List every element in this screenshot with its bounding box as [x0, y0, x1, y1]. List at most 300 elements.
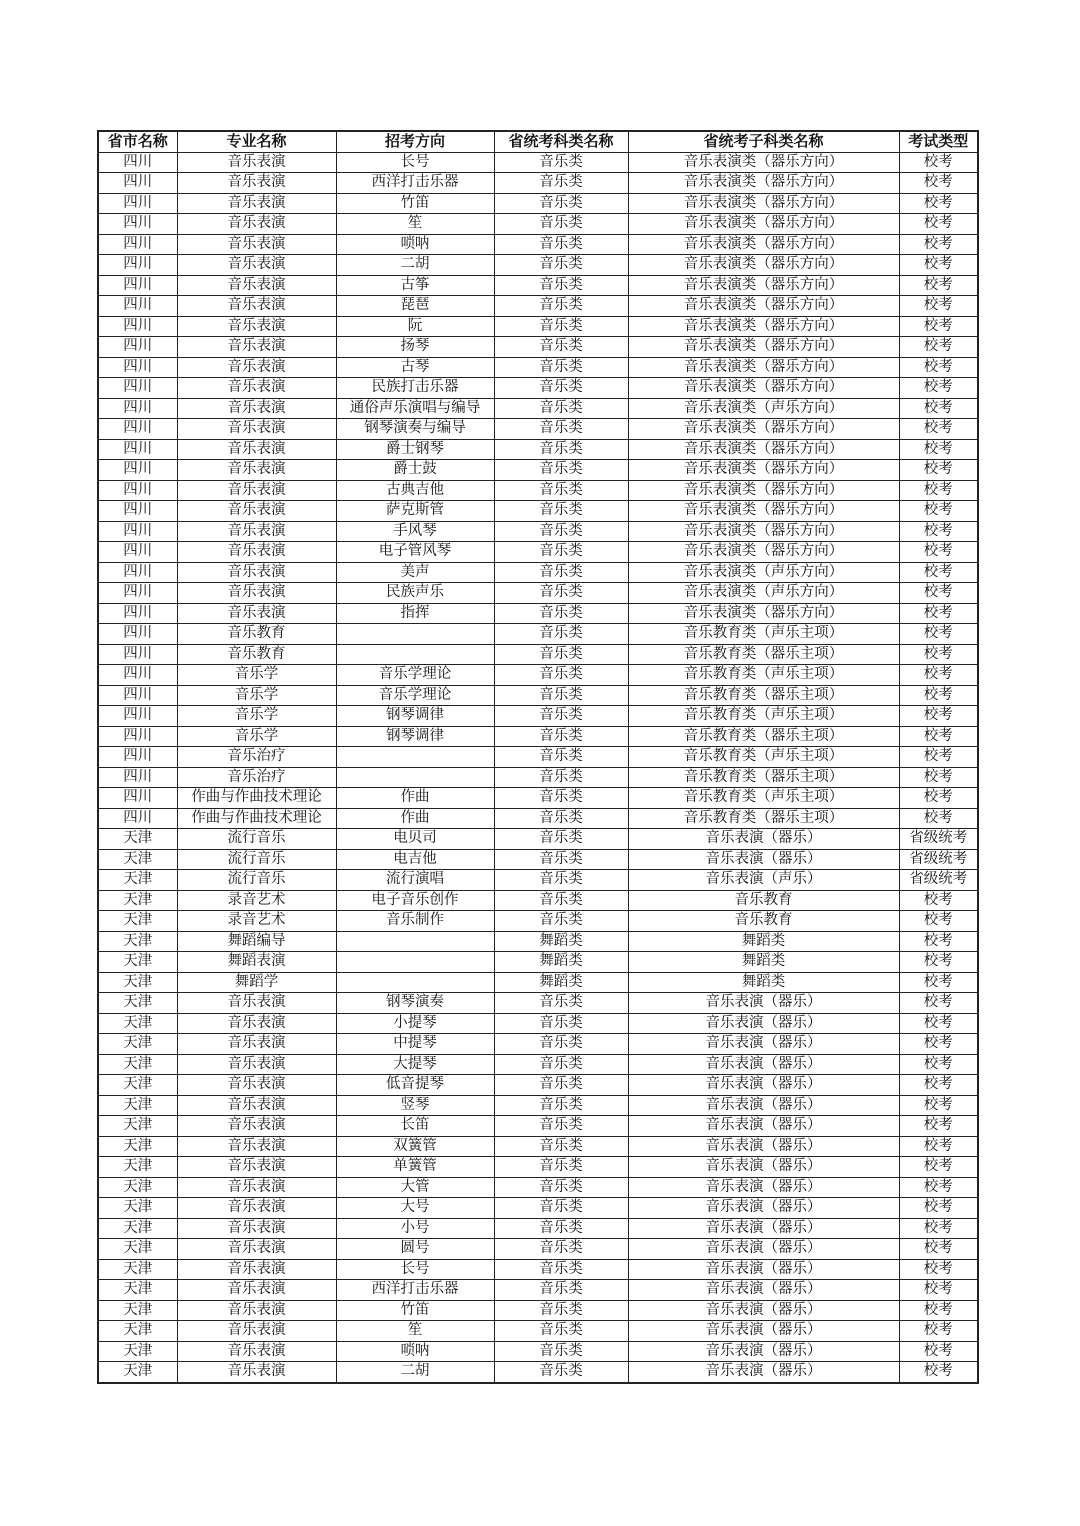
cell-province: 天津: [98, 1136, 177, 1157]
table-row: [98, 316, 978, 337]
cell-exam-category: 音乐类: [494, 173, 628, 194]
cell-province: 四川: [98, 726, 177, 747]
cell-province: 天津: [98, 1177, 177, 1198]
table-row: [98, 419, 978, 440]
cell-exam-subcategory: 音乐表演（器乐）: [628, 1341, 899, 1362]
cell-province: 天津: [98, 1034, 177, 1055]
cell-major: 音乐表演: [177, 1321, 336, 1342]
cell-major: 音乐表演: [177, 1198, 336, 1219]
cell-exam-subcategory: 音乐表演类（器乐方向）: [628, 234, 899, 255]
cell-exam-subcategory: 音乐教育: [628, 890, 899, 911]
cell-exam-category: 音乐类: [494, 1280, 628, 1301]
cell-exam-subcategory: 音乐表演（器乐）: [628, 1095, 899, 1116]
cell-exam-category: 音乐类: [494, 275, 628, 296]
table-row: [98, 542, 978, 563]
cell-major: 音乐表演: [177, 275, 336, 296]
cell-exam-category: 音乐类: [494, 1075, 628, 1096]
cell-exam-subcategory: 音乐表演（器乐）: [628, 1198, 899, 1219]
cell-exam-type: 校考: [899, 726, 978, 747]
cell-direction: 笙: [336, 1321, 494, 1342]
cell-province: 天津: [98, 1095, 177, 1116]
cell-exam-type: 校考: [899, 685, 978, 706]
cell-province: 天津: [98, 829, 177, 850]
table-row: [98, 521, 978, 542]
cell-direction: 电子音乐创作: [336, 890, 494, 911]
table-row: [98, 808, 978, 829]
cell-exam-type: 校考: [899, 316, 978, 337]
cell-exam-type: 校考: [899, 993, 978, 1014]
cell-major: 音乐表演: [177, 1075, 336, 1096]
cell-exam-subcategory: 音乐教育类（声乐主项）: [628, 665, 899, 686]
table-row: [98, 972, 978, 993]
cell-exam-subcategory: 音乐表演类（声乐方向）: [628, 398, 899, 419]
cell-exam-type: 校考: [899, 398, 978, 419]
cell-exam-subcategory: 音乐表演（器乐）: [628, 1116, 899, 1137]
cell-major: 音乐表演: [177, 439, 336, 460]
cell-exam-type: 校考: [899, 1075, 978, 1096]
cell-exam-category: 音乐类: [494, 398, 628, 419]
cell-direction: 小号: [336, 1218, 494, 1239]
cell-province: 天津: [98, 890, 177, 911]
table-row: [98, 1116, 978, 1137]
cell-exam-subcategory: 音乐表演（器乐）: [628, 1362, 899, 1383]
cell-exam-type: 校考: [899, 972, 978, 993]
cell-exam-category: 音乐类: [494, 993, 628, 1014]
cell-exam-category: 音乐类: [494, 1218, 628, 1239]
cell-direction: 笙: [336, 214, 494, 235]
table-row: [98, 603, 978, 624]
cell-exam-type: 校考: [899, 214, 978, 235]
cell-direction: [336, 644, 494, 665]
cell-exam-type: 校考: [899, 1177, 978, 1198]
cell-major: 舞蹈编导: [177, 931, 336, 952]
table-row: [98, 1075, 978, 1096]
cell-exam-category: 音乐类: [494, 562, 628, 583]
cell-major: 流行音乐: [177, 849, 336, 870]
cell-direction: 唢呐: [336, 1341, 494, 1362]
cell-province: 天津: [98, 1321, 177, 1342]
cell-exam-subcategory: 音乐教育类（器乐主项）: [628, 685, 899, 706]
cell-direction: 民族打击乐器: [336, 378, 494, 399]
cell-exam-subcategory: 音乐表演（器乐）: [628, 829, 899, 850]
cell-major: 音乐治疗: [177, 747, 336, 768]
cell-direction: 扬琴: [336, 337, 494, 358]
cell-province: 天津: [98, 1075, 177, 1096]
cell-exam-subcategory: 音乐表演（器乐）: [628, 1157, 899, 1178]
cell-exam-type: 校考: [899, 152, 978, 173]
cell-exam-subcategory: 音乐表演（器乐）: [628, 1300, 899, 1321]
cell-major: 流行音乐: [177, 870, 336, 891]
cell-major: 音乐表演: [177, 1177, 336, 1198]
cell-exam-type: 校考: [899, 173, 978, 194]
cell-major: 音乐教育: [177, 624, 336, 645]
cell-province: 四川: [98, 234, 177, 255]
cell-direction: 竖琴: [336, 1095, 494, 1116]
cell-direction: 指挥: [336, 603, 494, 624]
cell-exam-subcategory: 音乐表演（声乐）: [628, 870, 899, 891]
cell-exam-type: 校考: [899, 706, 978, 727]
cell-exam-category: 音乐类: [494, 234, 628, 255]
cell-exam-subcategory: 音乐表演类（器乐方向）: [628, 173, 899, 194]
cell-major: 音乐表演: [177, 562, 336, 583]
cell-exam-subcategory: 音乐表演类（器乐方向）: [628, 419, 899, 440]
cell-province: 四川: [98, 439, 177, 460]
cell-province: 四川: [98, 501, 177, 522]
cell-exam-category: 音乐类: [494, 1054, 628, 1075]
cell-exam-type: 校考: [899, 624, 978, 645]
cell-exam-subcategory: 音乐表演类（器乐方向）: [628, 316, 899, 337]
cell-exam-category: 音乐类: [494, 603, 628, 624]
cell-major: 音乐表演: [177, 1157, 336, 1178]
cell-exam-subcategory: 音乐表演类（器乐方向）: [628, 255, 899, 276]
cell-major: 音乐表演: [177, 1013, 336, 1034]
cell-province: 天津: [98, 1198, 177, 1219]
cell-major: 流行音乐: [177, 829, 336, 850]
table-row: [98, 275, 978, 296]
cell-direction: 长号: [336, 1259, 494, 1280]
cell-exam-subcategory: 音乐教育类（器乐主项）: [628, 808, 899, 829]
cell-major: 音乐表演: [177, 1034, 336, 1055]
cell-province: 四川: [98, 706, 177, 727]
cell-exam-type: 校考: [899, 1341, 978, 1362]
cell-exam-type: 校考: [899, 665, 978, 686]
cell-major: 音乐表演: [177, 501, 336, 522]
cell-direction: 双簧管: [336, 1136, 494, 1157]
cell-province: 天津: [98, 972, 177, 993]
cell-exam-category: 音乐类: [494, 1095, 628, 1116]
cell-exam-category: 音乐类: [494, 849, 628, 870]
cell-province: 四川: [98, 562, 177, 583]
cell-direction: [336, 931, 494, 952]
admissions-table: [97, 130, 979, 1384]
cell-exam-subcategory: 音乐教育类（声乐主项）: [628, 624, 899, 645]
cell-direction: 民族声乐: [336, 583, 494, 604]
cell-province: 四川: [98, 214, 177, 235]
cell-province: 四川: [98, 275, 177, 296]
cell-direction: 长笛: [336, 1116, 494, 1137]
cell-province: 四川: [98, 173, 177, 194]
cell-direction: 小提琴: [336, 1013, 494, 1034]
cell-province: 天津: [98, 1280, 177, 1301]
cell-exam-type: 校考: [899, 1259, 978, 1280]
cell-exam-type: 校考: [899, 788, 978, 809]
cell-direction: 钢琴调律: [336, 706, 494, 727]
cell-province: 天津: [98, 1218, 177, 1239]
cell-exam-subcategory: 音乐表演类（器乐方向）: [628, 152, 899, 173]
cell-major: 音乐表演: [177, 1136, 336, 1157]
cell-province: 四川: [98, 747, 177, 768]
table-row: [98, 1177, 978, 1198]
cell-exam-type: 校考: [899, 1136, 978, 1157]
cell-major: 音乐表演: [177, 603, 336, 624]
cell-exam-subcategory: 音乐表演（器乐）: [628, 1259, 899, 1280]
table-row: [98, 398, 978, 419]
cell-exam-type: 校考: [899, 1157, 978, 1178]
table-row: [98, 562, 978, 583]
cell-direction: 中提琴: [336, 1034, 494, 1055]
cell-exam-category: 音乐类: [494, 808, 628, 829]
cell-exam-type: 省级统考: [899, 870, 978, 891]
cell-province: 四川: [98, 419, 177, 440]
cell-exam-category: 音乐类: [494, 357, 628, 378]
cell-exam-subcategory: 音乐教育类（器乐主项）: [628, 767, 899, 788]
cell-exam-type: 校考: [899, 193, 978, 214]
cell-exam-category: 舞蹈类: [494, 952, 628, 973]
cell-province: 天津: [98, 952, 177, 973]
cell-exam-category: 音乐类: [494, 870, 628, 891]
cell-province: 天津: [98, 1259, 177, 1280]
cell-exam-type: 校考: [899, 952, 978, 973]
cell-major: 音乐表演: [177, 357, 336, 378]
cell-exam-type: 校考: [899, 296, 978, 317]
cell-major: 音乐表演: [177, 152, 336, 173]
table-row: [98, 706, 978, 727]
cell-major: 音乐学: [177, 685, 336, 706]
cell-exam-type: 校考: [899, 1054, 978, 1075]
table-row: [98, 870, 978, 891]
cell-exam-subcategory: 音乐表演类（器乐方向）: [628, 193, 899, 214]
cell-major: 音乐表演: [177, 1218, 336, 1239]
cell-exam-category: 舞蹈类: [494, 931, 628, 952]
table-row: [98, 193, 978, 214]
cell-exam-category: 音乐类: [494, 1198, 628, 1219]
table-row: [98, 1280, 978, 1301]
cell-exam-category: 音乐类: [494, 1239, 628, 1260]
cell-exam-category: 音乐类: [494, 911, 628, 932]
table-row: [98, 501, 978, 522]
cell-exam-subcategory: 音乐教育类（器乐主项）: [628, 644, 899, 665]
cell-province: 四川: [98, 316, 177, 337]
cell-exam-type: 校考: [899, 542, 978, 563]
cell-province: 四川: [98, 665, 177, 686]
table-row: [98, 1198, 978, 1219]
cell-exam-subcategory: 音乐表演（器乐）: [628, 1054, 899, 1075]
cell-major: 音乐表演: [177, 1095, 336, 1116]
cell-exam-category: 音乐类: [494, 685, 628, 706]
cell-province: 天津: [98, 911, 177, 932]
cell-major: 音乐表演: [177, 316, 336, 337]
cell-province: 天津: [98, 849, 177, 870]
cell-province: 天津: [98, 1054, 177, 1075]
table-row: [98, 480, 978, 501]
table-row: [98, 849, 978, 870]
table-row: [98, 1013, 978, 1034]
cell-major: 音乐表演: [177, 337, 336, 358]
cell-direction: 长号: [336, 152, 494, 173]
cell-exam-type: 校考: [899, 521, 978, 542]
cell-direction: 钢琴调律: [336, 726, 494, 747]
cell-exam-type: 校考: [899, 1198, 978, 1219]
cell-major: 音乐学: [177, 706, 336, 727]
table-row: [98, 1034, 978, 1055]
cell-exam-category: 音乐类: [494, 747, 628, 768]
cell-exam-type: 校考: [899, 890, 978, 911]
cell-exam-type: 校考: [899, 562, 978, 583]
cell-exam-type: 校考: [899, 460, 978, 481]
cell-exam-category: 音乐类: [494, 1362, 628, 1383]
cell-direction: [336, 972, 494, 993]
table-row: [98, 1095, 978, 1116]
header-major: 专业名称: [177, 131, 336, 152]
table-row: [98, 234, 978, 255]
cell-exam-subcategory: 音乐表演类（声乐方向）: [628, 583, 899, 604]
cell-direction: 萨克斯管: [336, 501, 494, 522]
table-row: [98, 767, 978, 788]
cell-exam-subcategory: 音乐表演类（器乐方向）: [628, 603, 899, 624]
cell-exam-category: 音乐类: [494, 890, 628, 911]
cell-exam-type: 校考: [899, 501, 978, 522]
cell-major: 音乐治疗: [177, 767, 336, 788]
table-row: [98, 911, 978, 932]
cell-exam-category: 音乐类: [494, 480, 628, 501]
cell-exam-subcategory: 音乐表演类（器乐方向）: [628, 439, 899, 460]
cell-province: 天津: [98, 931, 177, 952]
cell-direction: 琵琶: [336, 296, 494, 317]
cell-major: 音乐表演: [177, 255, 336, 276]
cell-province: 天津: [98, 1013, 177, 1034]
cell-exam-subcategory: 音乐表演类（器乐方向）: [628, 460, 899, 481]
cell-exam-category: 音乐类: [494, 1300, 628, 1321]
table-row: [98, 829, 978, 850]
cell-major: 音乐表演: [177, 398, 336, 419]
table-row: [98, 255, 978, 276]
cell-exam-subcategory: 音乐表演（器乐）: [628, 1218, 899, 1239]
cell-major: 舞蹈表演: [177, 952, 336, 973]
table-row: [98, 788, 978, 809]
cell-exam-category: 音乐类: [494, 378, 628, 399]
cell-exam-category: 音乐类: [494, 706, 628, 727]
cell-direction: 音乐学理论: [336, 685, 494, 706]
cell-province: 四川: [98, 152, 177, 173]
cell-direction: 作曲: [336, 788, 494, 809]
cell-major: 录音艺术: [177, 911, 336, 932]
table-header: [98, 131, 978, 152]
cell-province: 天津: [98, 1362, 177, 1383]
header-exam-type: 考试类型: [899, 131, 978, 152]
cell-direction: 电吉他: [336, 849, 494, 870]
cell-exam-type: 校考: [899, 603, 978, 624]
cell-province: 天津: [98, 1300, 177, 1321]
cell-exam-category: 音乐类: [494, 665, 628, 686]
table-row: [98, 1300, 978, 1321]
cell-exam-category: 音乐类: [494, 788, 628, 809]
cell-direction: 圆号: [336, 1239, 494, 1260]
table-row: [98, 214, 978, 235]
table-row: [98, 624, 978, 645]
cell-exam-subcategory: 音乐表演（器乐）: [628, 1239, 899, 1260]
cell-major: 音乐表演: [177, 1300, 336, 1321]
cell-province: 四川: [98, 685, 177, 706]
cell-exam-subcategory: 音乐表演（器乐）: [628, 993, 899, 1014]
cell-major: 音乐表演: [177, 419, 336, 440]
cell-province: 四川: [98, 357, 177, 378]
cell-major: 音乐表演: [177, 542, 336, 563]
cell-direction: 低音提琴: [336, 1075, 494, 1096]
cell-exam-subcategory: 音乐表演类（器乐方向）: [628, 357, 899, 378]
cell-direction: 电子管风琴: [336, 542, 494, 563]
cell-province: 四川: [98, 583, 177, 604]
cell-direction: 古典吉他: [336, 480, 494, 501]
cell-exam-subcategory: 音乐教育类（器乐主项）: [628, 726, 899, 747]
header-province: 省市名称: [98, 131, 177, 152]
cell-exam-subcategory: 音乐表演类（器乐方向）: [628, 337, 899, 358]
table-row: [98, 993, 978, 1014]
cell-direction: 大提琴: [336, 1054, 494, 1075]
cell-exam-type: 校考: [899, 1034, 978, 1055]
cell-province: 四川: [98, 624, 177, 645]
cell-exam-category: 音乐类: [494, 439, 628, 460]
cell-exam-category: 音乐类: [494, 501, 628, 522]
cell-major: 音乐表演: [177, 583, 336, 604]
cell-direction: 古琴: [336, 357, 494, 378]
cell-exam-type: 校考: [899, 378, 978, 399]
cell-direction: 古筝: [336, 275, 494, 296]
cell-exam-subcategory: 音乐教育: [628, 911, 899, 932]
cell-exam-type: 校考: [899, 1116, 978, 1137]
cell-province: 四川: [98, 378, 177, 399]
table-row: [98, 460, 978, 481]
cell-direction: 大号: [336, 1198, 494, 1219]
cell-major: 音乐表演: [177, 1341, 336, 1362]
cell-province: 四川: [98, 521, 177, 542]
cell-province: 四川: [98, 603, 177, 624]
cell-exam-category: 音乐类: [494, 460, 628, 481]
cell-exam-category: 音乐类: [494, 624, 628, 645]
cell-exam-category: 音乐类: [494, 337, 628, 358]
cell-exam-category: 音乐类: [494, 1341, 628, 1362]
table-row: [98, 644, 978, 665]
cell-exam-type: 校考: [899, 234, 978, 255]
cell-major: 音乐表演: [177, 1362, 336, 1383]
cell-province: 四川: [98, 644, 177, 665]
cell-province: 天津: [98, 993, 177, 1014]
cell-exam-type: 校考: [899, 747, 978, 768]
cell-exam-type: 校考: [899, 1362, 978, 1383]
cell-major: 音乐教育: [177, 644, 336, 665]
cell-province: 天津: [98, 1239, 177, 1260]
table-row: [98, 1321, 978, 1342]
cell-direction: 流行演唱: [336, 870, 494, 891]
cell-exam-subcategory: 音乐表演类（器乐方向）: [628, 542, 899, 563]
cell-province: 四川: [98, 767, 177, 788]
cell-direction: 二胡: [336, 1362, 494, 1383]
cell-exam-type: 校考: [899, 1239, 978, 1260]
table-row: [98, 1136, 978, 1157]
cell-direction: 音乐学理论: [336, 665, 494, 686]
cell-province: 四川: [98, 337, 177, 358]
cell-exam-type: 校考: [899, 931, 978, 952]
cell-direction: 电贝司: [336, 829, 494, 850]
cell-exam-type: 校考: [899, 808, 978, 829]
cell-direction: [336, 747, 494, 768]
table-row: [98, 337, 978, 358]
cell-direction: 爵士鼓: [336, 460, 494, 481]
header-row: [98, 131, 978, 152]
cell-exam-category: 音乐类: [494, 1013, 628, 1034]
cell-major: 音乐表演: [177, 214, 336, 235]
table-row: [98, 685, 978, 706]
cell-exam-category: 音乐类: [494, 1116, 628, 1137]
cell-exam-type: 省级统考: [899, 829, 978, 850]
cell-direction: 阮: [336, 316, 494, 337]
cell-exam-category: 音乐类: [494, 316, 628, 337]
cell-direction: [336, 624, 494, 645]
cell-major: 音乐表演: [177, 193, 336, 214]
cell-direction: 西洋打击乐器: [336, 1280, 494, 1301]
table-row: [98, 747, 978, 768]
cell-exam-category: 音乐类: [494, 1157, 628, 1178]
cell-major: 录音艺术: [177, 890, 336, 911]
